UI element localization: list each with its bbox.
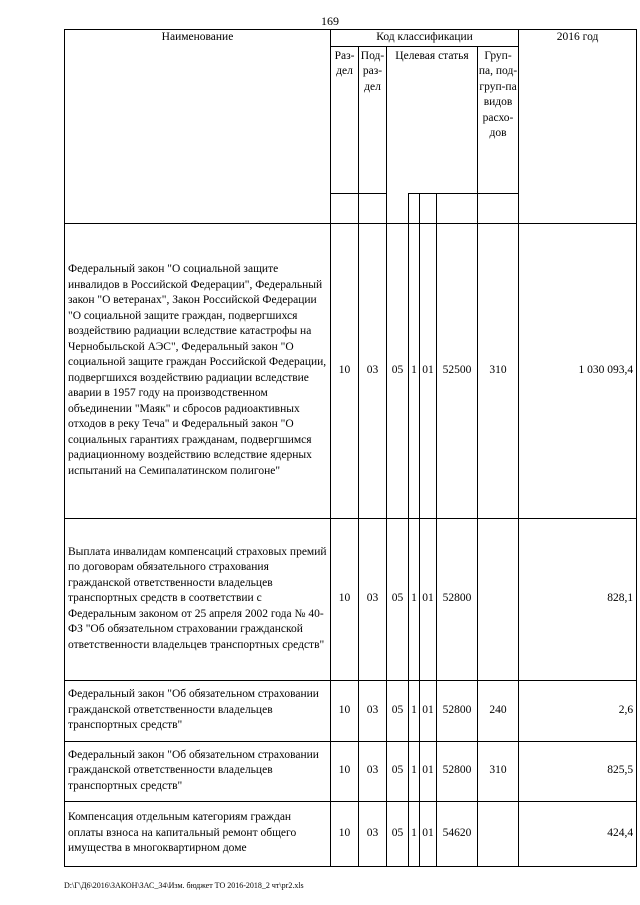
table-row — [65, 801, 637, 866]
row-target-2: 1 — [409, 801, 420, 866]
row-target-3: 01 — [420, 680, 437, 741]
section-header: Раз-дел — [331, 46, 359, 193]
row-subsection: 03 — [359, 680, 387, 741]
classification-code-header: Код классификации — [331, 30, 519, 47]
year-header: 2016 год — [519, 30, 637, 224]
row-target-1: 05 — [387, 680, 409, 741]
row-target-2: 1 — [409, 741, 420, 801]
row-section: 10 — [331, 680, 359, 741]
row-section: 10 — [331, 801, 359, 866]
row-amount: 1 030 093,4 — [519, 223, 637, 518]
table-row — [65, 223, 637, 518]
row-target-3: 01 — [420, 518, 437, 680]
row-target-2: 1 — [409, 223, 420, 518]
row-target-2: 1 — [409, 518, 420, 680]
row-name: Федеральный закон "Об обязательном страховании гражданской ответственности владельцев транспортных средств" — [65, 741, 331, 801]
row-section: 10 — [331, 223, 359, 518]
row-target-1: 05 — [387, 801, 409, 866]
row-target-3: 01 — [420, 223, 437, 518]
row-name: Федеральный закон "Об обязательном страховании гражданской ответственности владельцев транспортных средств" — [65, 680, 331, 741]
row-amount: 828,1 — [519, 518, 637, 680]
table-row — [65, 741, 637, 801]
row-target-4: 52800 — [437, 680, 478, 741]
file-path-footer: D:\Г\Д6\2016\ЗАКОН\ЗАС_34\Изм. бюджет ТО 2016-2018_2 чт\pr2.xls — [64, 881, 304, 890]
row-target-4: 52500 — [437, 223, 478, 518]
row-target-4: 54620 — [437, 801, 478, 866]
row-target-4: 52800 — [437, 741, 478, 801]
row-target-4: 52800 — [437, 518, 478, 680]
row-amount: 825,5 — [519, 741, 637, 801]
row-subsection: 03 — [359, 518, 387, 680]
page-number: 169 — [321, 14, 339, 28]
row-name: Выплата инвалидам компенсаций страховых премий по договорам обязательного страхования гражданской ответственности владельцев транспортных средств в соответствии с Федеральным законом от 25 апреля 2002 года № 40-ФЗ "Об обязательном страховании гражданской ответственности владельцев транспортных средств" — [65, 518, 331, 680]
row-group: 310 — [478, 223, 519, 518]
target-article-header: Целевая статья — [387, 46, 478, 193]
row-amount: 2,6 — [519, 680, 637, 741]
row-section: 10 — [331, 518, 359, 680]
row-group — [478, 518, 519, 680]
row-target-2: 1 — [409, 680, 420, 741]
row-group: 240 — [478, 680, 519, 741]
row-subsection: 03 — [359, 801, 387, 866]
row-target-1: 05 — [387, 741, 409, 801]
row-group — [478, 801, 519, 866]
row-amount: 424,4 — [519, 801, 637, 866]
budget-table — [64, 29, 637, 867]
row-target-3: 01 — [420, 741, 437, 801]
row-subsection: 03 — [359, 741, 387, 801]
row-subsection: 03 — [359, 223, 387, 518]
subsection-header: Под-раз-дел — [359, 46, 387, 193]
row-section: 10 — [331, 741, 359, 801]
row-target-3: 01 — [420, 801, 437, 866]
row-group: 310 — [478, 741, 519, 801]
name-header: Наименование — [65, 30, 331, 224]
expense-group-header: Груп-па, под-груп-па видов расхо-дов — [478, 46, 519, 193]
row-target-1: 05 — [387, 518, 409, 680]
table-row — [65, 680, 637, 741]
row-name: Федеральный закон "О социальной защите инвалидов в Российской Федерации", Федеральный закон "О ветеранах", Закон Российской Федерации "О социальной защите граждан, подвергшихся воздействию радиации вследствие катастрофы на Чернобыльской АЭС", Федеральный закон "О социальной защите граждан Российской Федерации, подвергшихся воздействию радиации вследствие аварии в 1957 году на производственном объединении "Маяк" и сбросов радиоактивных отходов в реку Теча" и Федеральный закон "О социальных гарантиях гражданам, подвергшимся радиационному воздействию вследствие ядерных испытаний на Семипалатинском полигоне" — [65, 223, 331, 518]
table-row — [65, 518, 637, 680]
row-name: Компенсация отдельным категориям граждан оплаты взноса на капитальный ремонт общего имущества в многоквартирном доме — [65, 801, 331, 866]
row-target-1: 05 — [387, 223, 409, 518]
